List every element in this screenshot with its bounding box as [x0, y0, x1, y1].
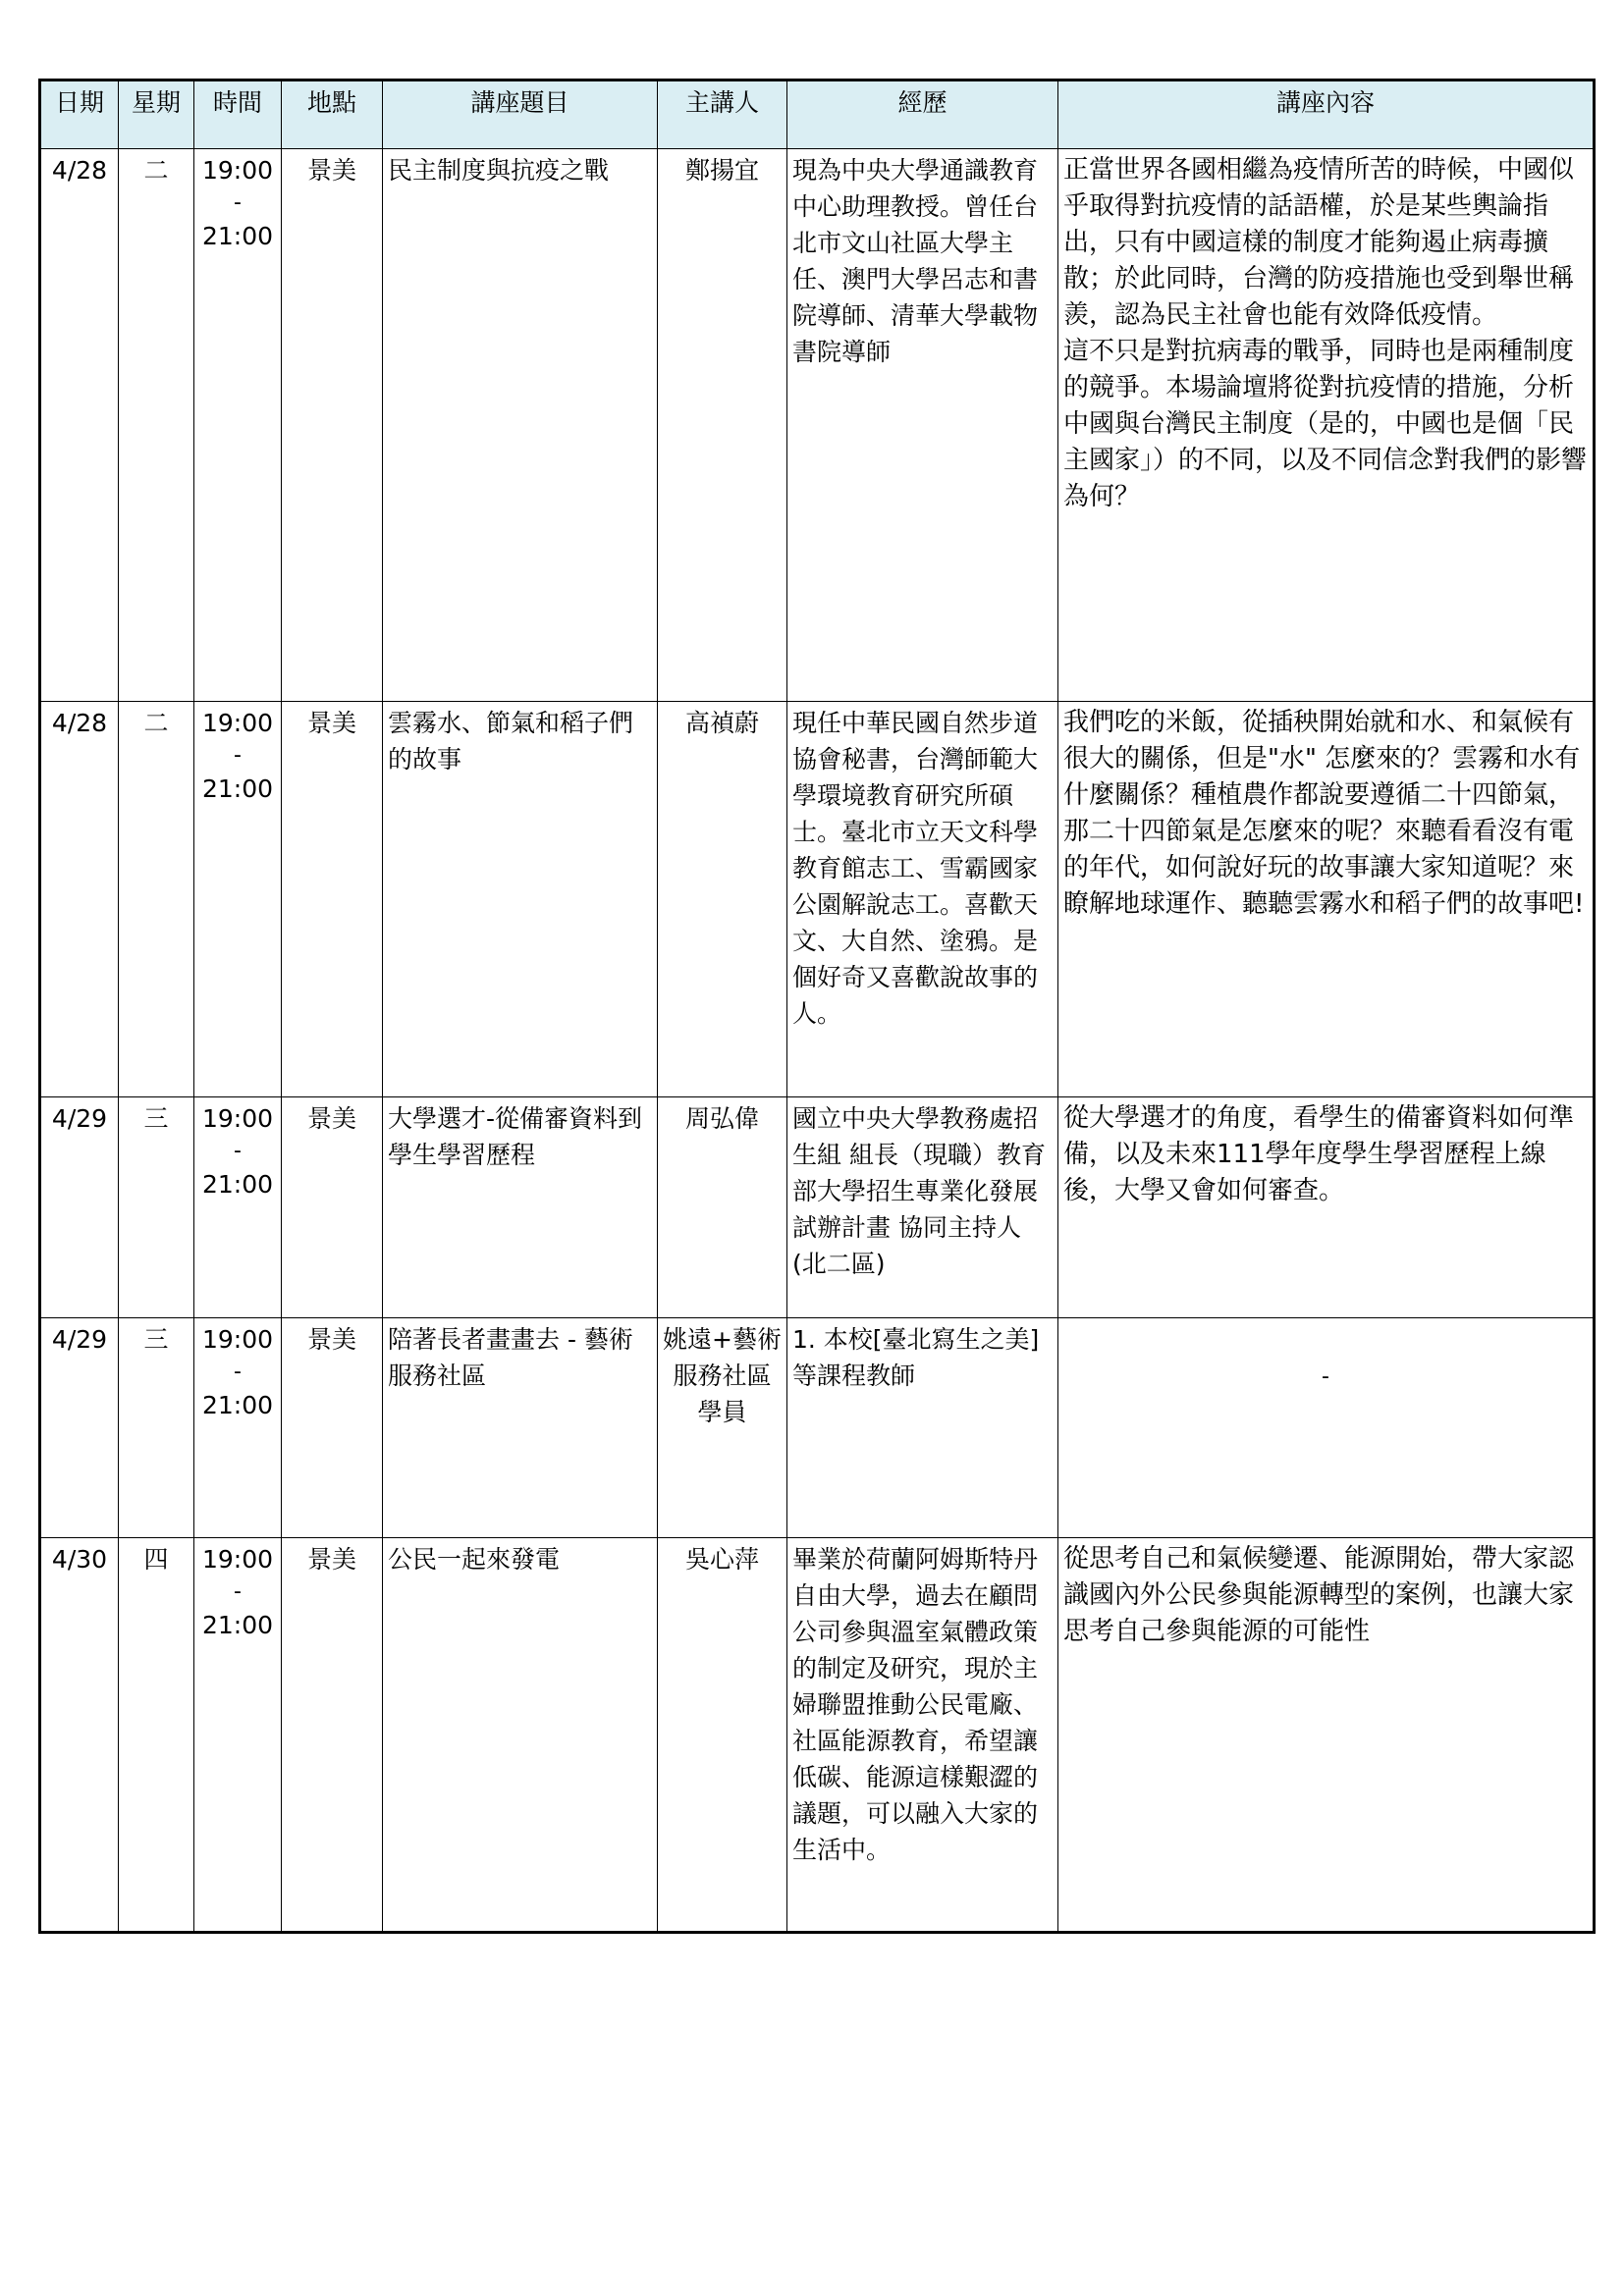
header-bio: 經歷: [787, 80, 1058, 149]
weekday-cell: 四: [119, 1538, 194, 1933]
content-cell: [1058, 1538, 1595, 1933]
content-paragraph: 正當世界各國相繼為疫情所苦的時候，中國似乎取得對抗疫情的話語權，於是某些輿論指出，只有中國這樣的制度才能夠遏止病毒擴散；於此同時，台灣的防疫措施也受到舉世稱羨，認為民主社會也能有效降低疫情。: [1063, 155, 1575, 330]
time-separator: -: [234, 1360, 242, 1384]
header-place: 地點: [282, 80, 383, 149]
table-row: [40, 149, 1595, 702]
content-paragraph: 這不只是對抗病毒的戰爭，同時也是兩種制度的競爭。本場論壇將從對抗疫情的措施，分析中國與台灣民主制度（是的，中國也是個「民主國家」）的不同，以及不同信念對我們的影響為何？: [1063, 337, 1588, 511]
header-time: 時間: [194, 80, 282, 149]
time-separator: -: [234, 1579, 242, 1604]
date-cell: 4/29: [40, 1318, 119, 1538]
place-cell: 景美: [282, 149, 383, 702]
speaker-cell: 周弘偉: [658, 1097, 787, 1318]
end-time: 21:00: [201, 1391, 274, 1419]
content-cell: [1058, 1097, 1595, 1318]
content-placeholder: -: [1322, 1364, 1329, 1389]
time-separator: -: [234, 743, 242, 768]
bio-cell: 國立中央大學教務處招生組 組長（現職）教育部大學招生專業化發展試辦計畫 協同主持人(北二區): [787, 1097, 1058, 1318]
end-time: 21:00: [201, 1170, 274, 1199]
place-cell: 景美: [282, 1318, 383, 1538]
start-time: 19:00: [201, 1325, 274, 1354]
header-speaker: 主講人: [658, 80, 787, 149]
lecture-schedule-table: [38, 79, 1596, 1934]
weekday-cell: 二: [119, 702, 194, 1097]
time-cell: [194, 1538, 282, 1933]
content-cell: [1058, 1318, 1595, 1538]
time-cell: [194, 1097, 282, 1318]
time-separator: -: [234, 1139, 242, 1163]
place-cell: 景美: [282, 702, 383, 1097]
speaker-cell: 鄭揚宜: [658, 149, 787, 702]
header-weekday: 星期: [119, 80, 194, 149]
start-time: 19:00: [201, 1104, 274, 1133]
content-paragraph: 我們吃的米飯，從插秧開始就和水、和氣候有很大的關係，但是"水" 怎麼來的？雲霧和水有什麼關係？種植農作都說要遵循二十四節氣，那二十四節氣是怎麼來的呢？來聽看看沒有電的年代，如何說好玩的故事讓大家知道呢？來瞭解地球運作、聽聽雲霧水和稻子們的故事吧!: [1063, 708, 1585, 919]
time-cell: [194, 702, 282, 1097]
date-cell: 4/28: [40, 702, 119, 1097]
time-cell: [194, 149, 282, 702]
header-row: [40, 80, 1595, 149]
bio-cell: 畢業於荷蘭阿姆斯特丹自由大學，過去在顧問公司參與溫室氣體政策的制定及研究，現於主婦聯盟推動公民電廠、社區能源教育，希望讓低碳、能源這樣艱澀的議題，可以融入大家的生活中。: [787, 1538, 1058, 1933]
date-cell: 4/29: [40, 1097, 119, 1318]
content-cell: [1058, 149, 1595, 702]
table-row: [40, 1538, 1595, 1933]
date-cell: 4/28: [40, 149, 119, 702]
content-cell: [1058, 702, 1595, 1097]
header-content: 講座內容: [1058, 80, 1595, 149]
bio-cell: 1. 本校[臺北寫生之美]等課程教師: [787, 1318, 1058, 1538]
weekday-cell: 三: [119, 1318, 194, 1538]
start-time: 19:00: [201, 1545, 274, 1574]
bio-cell: 現任中華民國自然步道協會秘書，台灣師範大學環境教育研究所碩士。臺北市立天文科學教育館志工、雪霸國家公園解說志工。喜歡天文、大自然、塗鴉。是個好奇又喜歡說故事的人。: [787, 702, 1058, 1097]
speaker-cell: 高禎蔚: [658, 702, 787, 1097]
content-paragraph: 從思考自己和氣候變遷、能源開始，帶大家認識國內外公民參與能源轉型的案例，也讓大家思考自己參與能源的可能性: [1063, 1544, 1575, 1646]
header-date: 日期: [40, 80, 119, 149]
time-separator: -: [234, 190, 242, 215]
end-time: 21:00: [201, 1611, 274, 1639]
start-time: 19:00: [201, 156, 274, 185]
title-cell: 公民一起來發電: [383, 1538, 658, 1933]
header-title: 講座題目: [383, 80, 658, 149]
title-cell: 陪著長者畫畫去 - 藝術服務社區: [383, 1318, 658, 1538]
title-cell: 大學選才-從備審資料到學生學習歷程: [383, 1097, 658, 1318]
weekday-cell: 三: [119, 1097, 194, 1318]
speaker-cell: 吳心萍: [658, 1538, 787, 1933]
title-cell: 雲霧水、節氣和稻子們的故事: [383, 702, 658, 1097]
time-cell: [194, 1318, 282, 1538]
end-time: 21:00: [201, 222, 274, 250]
weekday-cell: 二: [119, 149, 194, 702]
place-cell: 景美: [282, 1097, 383, 1318]
content-paragraph: 從大學選才的角度，看學生的備審資料如何準備，以及未來111學年度學生學習歷程上線後，大學又會如何審查。: [1063, 1103, 1575, 1205]
table-row: [40, 702, 1595, 1097]
bio-cell: 現為中央大學通識教育中心助理教授。曾任台北市文山社區大學主任、澳門大學呂志和書院導師、清華大學載物書院導師: [787, 149, 1058, 702]
date-cell: 4/30: [40, 1538, 119, 1933]
place-cell: 景美: [282, 1538, 383, 1933]
table-row: [40, 1318, 1595, 1538]
start-time: 19:00: [201, 709, 274, 737]
speaker-cell: 姚遠+藝術服務社區學員: [658, 1318, 787, 1538]
title-cell: 民主制度與抗疫之戰: [383, 149, 658, 702]
table-row: [40, 1097, 1595, 1318]
end-time: 21:00: [201, 774, 274, 803]
